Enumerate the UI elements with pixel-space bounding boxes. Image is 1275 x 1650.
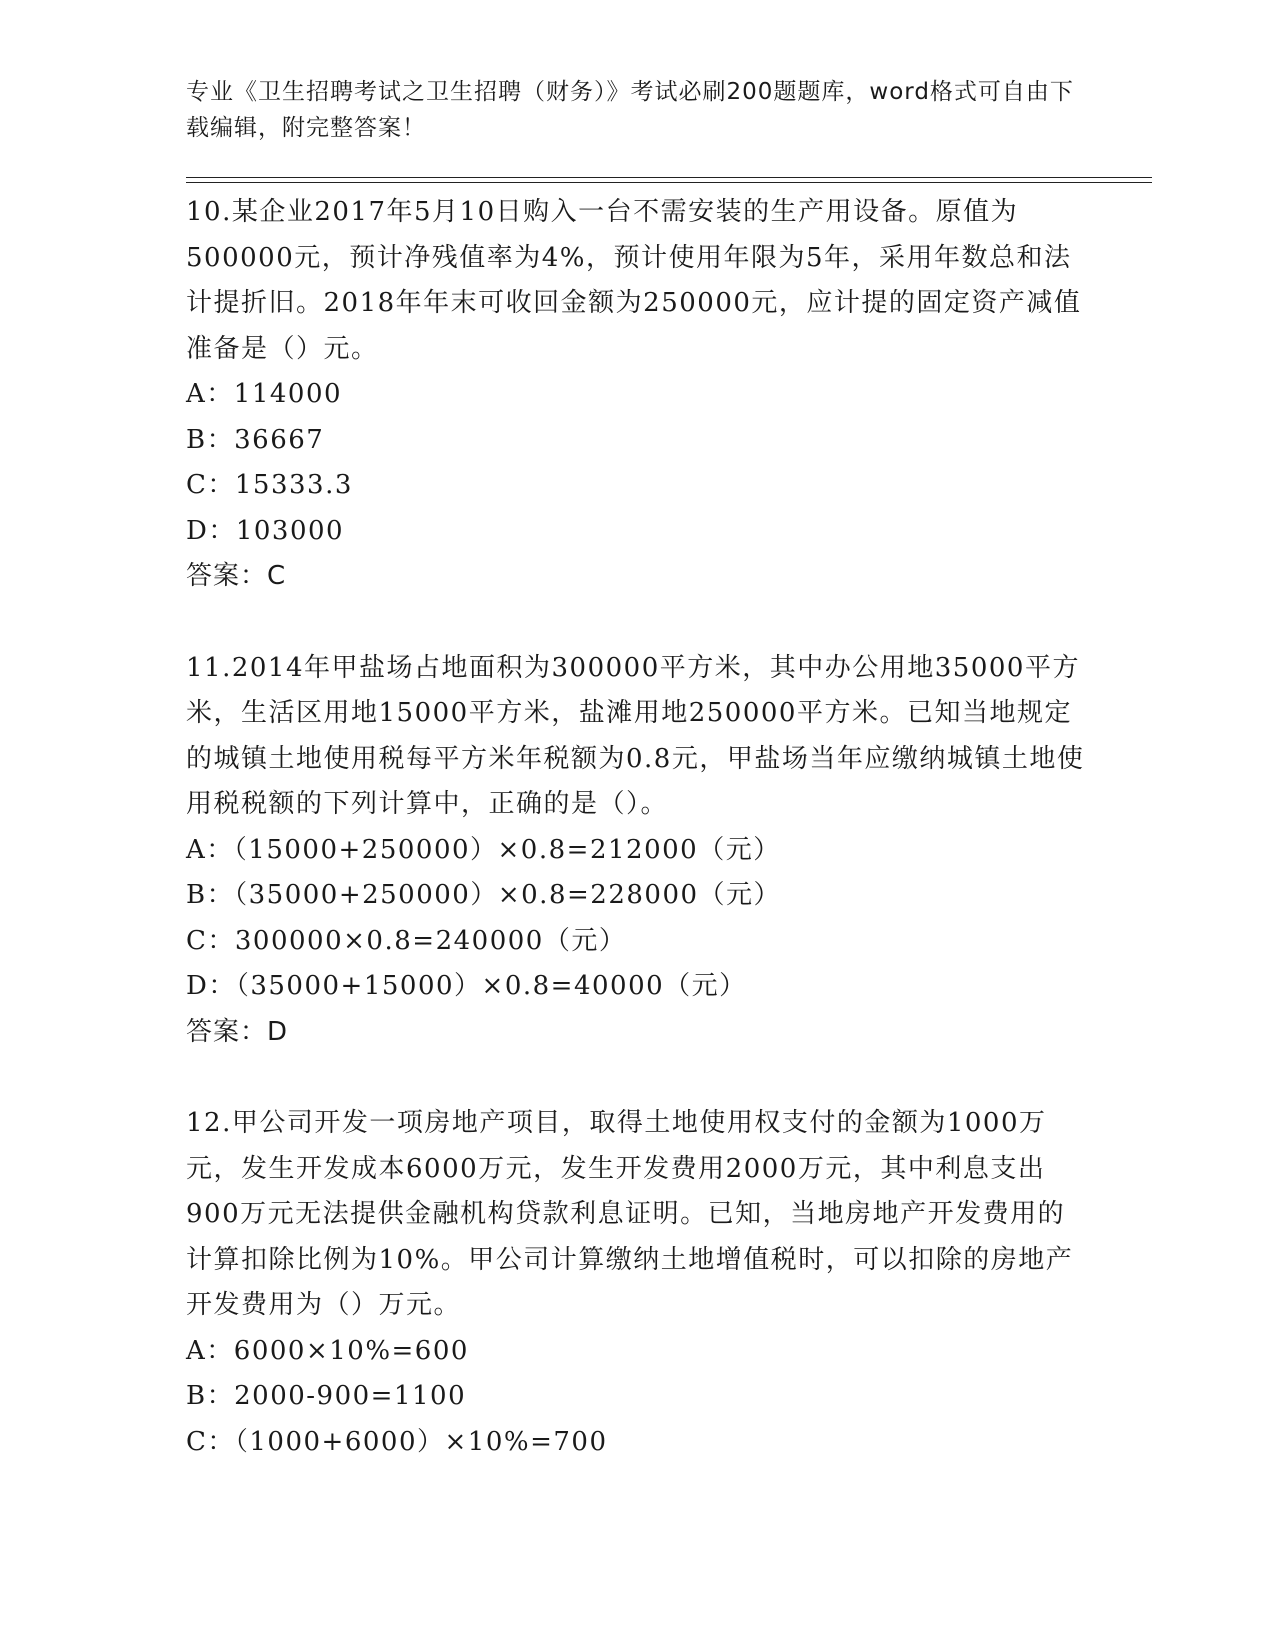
question-spacer (186, 1055, 1086, 1101)
question-11 (186, 646, 1086, 1056)
option-b: B：2000-900=1100 (186, 1381, 467, 1411)
question-12 (186, 1101, 1086, 1465)
option-a: A：114000 (186, 379, 343, 409)
header-rule-top (186, 177, 1152, 178)
option-a: A：（15000+250000）×0.8=212000（元） (186, 834, 781, 865)
question-spacer (186, 600, 1086, 646)
option-b: B：（35000+250000）×0.8=228000（元） (186, 880, 782, 910)
option-a: A：6000×10%=600 (186, 1335, 469, 1366)
answer: 答案：D (186, 1016, 289, 1047)
question-list (186, 190, 1086, 1465)
option-b: B：36667 (186, 424, 325, 455)
question-stem: 11.2014年甲盐场占地面积为300000平方米，其中办公用地35000平方米，生活区用地15000平方米，盐滩用地250000平方米。已知当地规定的城镇土地使用税每平方米年税额为0.8元，甲盐场当年应缴纳城镇土地使用税税额的下列计算中，正确的是（）。 (186, 652, 1085, 819)
option-c: C：300000×0.8=240000（元） (186, 925, 627, 956)
header-rule-bottom (186, 182, 1152, 183)
option-d: D：（35000+15000）×0.8=40000（元） (186, 971, 747, 1001)
answer: 答案：C (186, 561, 287, 591)
option-d: D：103000 (186, 515, 345, 546)
question-stem: 10.某企业2017年5月10日购入一台不需安装的生产用设备。原值为500000元，预计净残值率为4%，预计使用年限为5年，采用年数总和法计提折旧。2018年年末可收回金额为250000元，应计提的固定资产减值准备是（）元。 (186, 197, 1082, 364)
option-c: C：（1000+6000）×10%=700 (186, 1426, 608, 1457)
option-c: C：15333.3 (186, 470, 353, 500)
question-stem: 12.甲公司开发一项房地产项目，取得土地使用权支付的金额为1000万元，发生开发成本6000万元，发生开发费用2000万元，其中利息支出900万元无法提供金融机构贷款利息证明。已知，当地房地产开发费用的计算扣除比例为10%。甲公司计算缴纳土地增值税时，可以扣除的房地产开发费用为（）万元。 (186, 1108, 1074, 1320)
document-header: 专业《卫生招聘考试之卫生招聘（财务）》考试必刷200题题库，word格式可自由下载编辑，附完整答案！ (186, 79, 1074, 141)
question-10 (186, 190, 1086, 600)
